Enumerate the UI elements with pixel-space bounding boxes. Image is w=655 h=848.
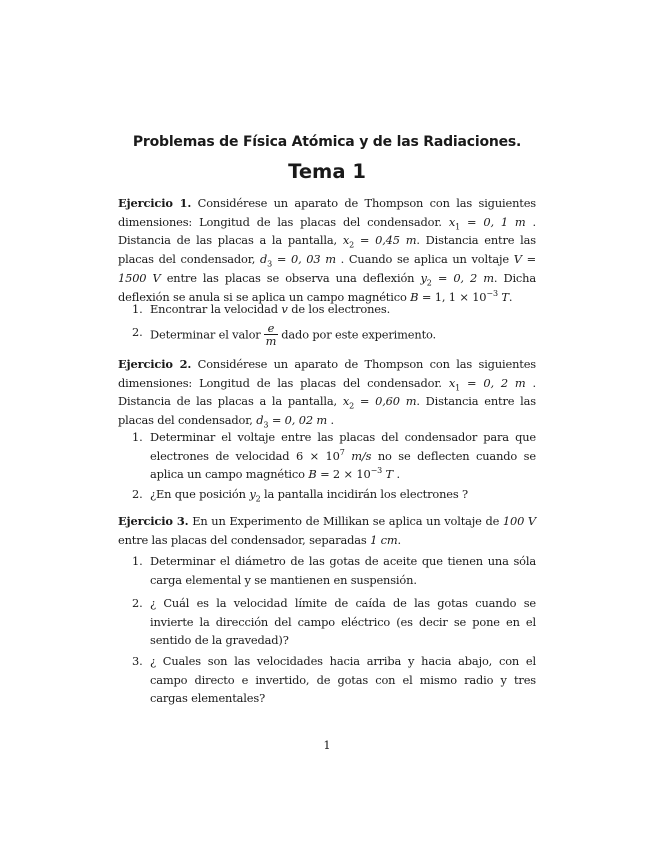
exercise-3-label: Ejercicio 3. xyxy=(118,514,189,528)
document-title: Problemas de Física Atómica y de las Radiaciones. xyxy=(132,134,522,150)
e-over-m-fraction: $\frac{e}{m}$ xyxy=(265,321,277,348)
exercise-2-statement: Ejercicio 2. Considérese un aparato de Thompson con las siguientes dimensiones: Longitud de las placas del condensador. $x_1 = 0$, 2 m . Distancia de las placas a la pantalla, $x_2 = 0,60$ m. Distancia entre las placas del condensador, $d_3 = 0$, 02 m . xyxy=(118,357,536,430)
exercise-1-label: Ejercicio 1. xyxy=(118,196,192,210)
exercise-3-item-2: 2. ¿ Cuál es la velocidad límite de caída de las gotas cuando se invierte la dirección del campo eléctrico (es decir se pone en el sentido de la gravedad)? xyxy=(132,596,536,648)
page-number: 1 xyxy=(323,738,331,752)
exercise-3-item-3: 3. ¿ Cuales son las velocidades hacia arriba y hacia abajo, con el campo directo e invertido, de gotas con el mismo radio y tres cargas elementales? xyxy=(132,654,536,706)
exercise-3-statement: Ejercicio 3. En un Experimento de Millikan se aplica un voltaje de 100 V entre las placas del condensador, separadas 1 cm. xyxy=(118,514,536,547)
exercise-2 xyxy=(118,355,536,430)
section-title: Tema 1 xyxy=(288,160,366,183)
exercise-1-item-1: 1. Encontrar la velocidad v de los electrones. xyxy=(132,302,391,316)
exercise-1-item-2: 2. Determinar el valor $\frac{e}{m}$ dado por este experimento. xyxy=(132,321,436,348)
exercise-3 xyxy=(118,512,536,549)
exercise-1-statement: Ejercicio 1. Considérese un aparato de Thompson con las siguientes dimensiones: Longitud de las placas del condensador. $x_1 = 0$, 1 m . Distancia de las placas a la pantalla, $x_2 = 0,45$ m. Distancia entre las placas del condensador, $d_3 = 0$, 03 m . Cuando se aplica un voltaje V = 1500 V entre las placas se observa una deflexión $y_2 = 0$, 2 m. Dicha deflexión se anula si se aplica un campo magnético B = 1, $1 \times 10^{-3}$ T. xyxy=(118,196,536,304)
exercise-2-label: Ejercicio 2. xyxy=(118,357,192,371)
exercise-2-item-1: 1. Determinar el voltaje entre las placas del condensador para que electrones de velocidad $6 \times 10^7$ m/s no se deflecten cuando se aplica un campo magnético $B = 2 \times 10^{-3}$ T . xyxy=(132,430,536,482)
exercise-2-item-2: 2. ¿En que posición $y_2$ la pantalla incidirán los electrones ? xyxy=(132,487,469,504)
exercise-3-item-1: 1. Determinar el diámetro de las gotas de aceite que tienen una sóla carga elemental y se mantienen en suspensión. xyxy=(132,554,536,587)
exercise-1 xyxy=(118,194,536,306)
